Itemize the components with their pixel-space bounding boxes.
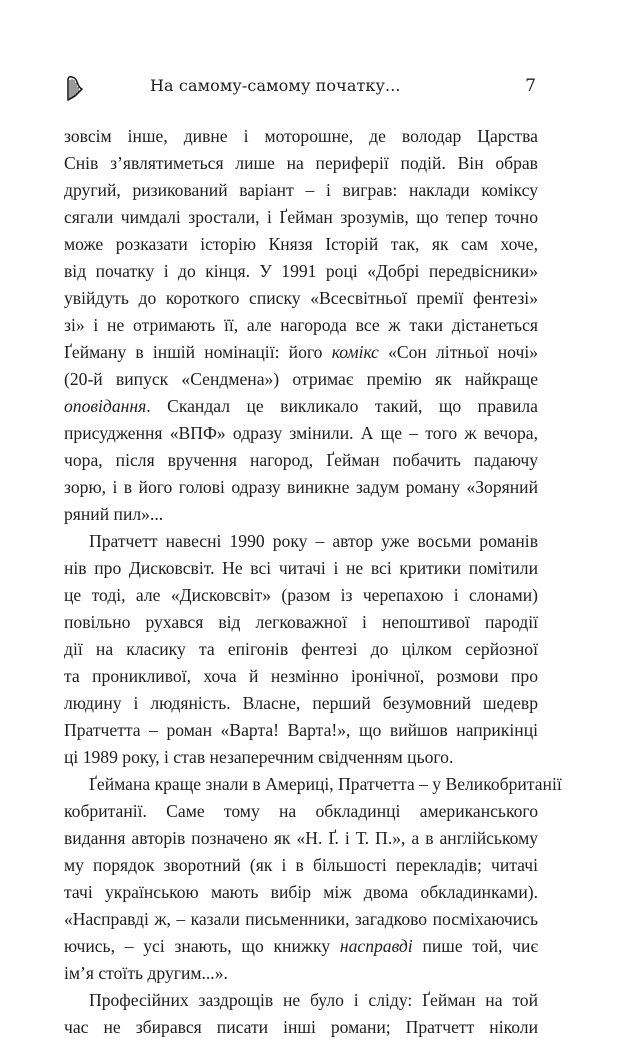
text-run: кобританії. Саме тому на обкладинці американського <box>64 801 538 821</box>
text-line <box>64 744 538 771</box>
text-run: тачі українською мають вибір між двома обкладинками). <box>64 882 538 902</box>
text-run: другий, ризикований варіант – і виграв: наклади коміксу <box>64 180 538 200</box>
text-run: ряний пил»... <box>64 504 164 524</box>
text-line <box>64 771 562 798</box>
text-line <box>64 339 538 366</box>
text-line <box>64 906 538 933</box>
text-run: чора, після вручення нагород, Ґейман побачить падаючу <box>64 450 538 470</box>
text-line <box>64 555 538 582</box>
text-line <box>64 960 538 987</box>
body-text <box>64 123 562 1041</box>
text-line <box>64 366 538 393</box>
text-run: Пратчетта – роман «Варта! Варта!», що вийшов наприкінці <box>64 720 538 740</box>
text-run: Професійних заздрощів не було і сліду: Ґейман на той <box>89 990 538 1010</box>
text-run: Ґейману в іншій номінації: його <box>64 342 332 362</box>
text-run: дії на класику та епігонів фентезі до цілком серйозної <box>64 639 538 659</box>
text-line <box>64 177 538 204</box>
text-run: ючись, – усі знають, що книжку <box>64 936 340 956</box>
text-line <box>64 1014 538 1041</box>
text-run: присудження «ВПФ» одразу змінили. А ще – того ж вечора, <box>64 423 538 443</box>
page-number: 7 <box>525 76 536 96</box>
text-line <box>64 258 538 285</box>
text-line <box>64 987 538 1014</box>
text-run: зовсім інше, дивне і моторошне, де володар Царства <box>64 126 538 146</box>
text-run: повільно рухався від легковажної і непоштивої пародії <box>64 612 538 632</box>
text-line <box>64 501 538 528</box>
text-line <box>64 582 538 609</box>
text-line <box>64 285 538 312</box>
text-line <box>64 636 538 663</box>
text-line <box>64 420 538 447</box>
text-run: видання авторів позначено як «Н. Ґ. і Т. П.», а в англійському <box>64 828 538 848</box>
text-line <box>64 474 538 501</box>
text-line <box>64 393 538 420</box>
text-run: зі» і не отримають її, але нагорода все ж таки дістанеться <box>64 315 538 335</box>
text-run: «Насправді ж, – казали письменники, загадково посміхаючись <box>64 909 538 929</box>
italic-run: оповідання <box>64 396 147 416</box>
text-line <box>64 852 538 879</box>
text-run: може розказати історію Князя Історій так, як сам хоче, <box>64 234 538 254</box>
text-run: ім’я стоїть другим...». <box>64 963 228 983</box>
text-run: людину і людяність. Власне, перший безумовний шедевр <box>64 693 538 713</box>
text-run: зорю, і в його голові одразу виникне задум роману «Зоряний <box>64 477 538 497</box>
text-run: пише той, чиє <box>412 936 538 956</box>
text-line <box>64 528 538 555</box>
text-run: Пратчетт навесні 1990 року – автор уже восьми романів <box>89 531 538 551</box>
text-line <box>64 150 538 177</box>
text-run: му порядок зворотний (як і в більшості перекладів; читачі <box>64 855 538 875</box>
text-line <box>64 663 538 690</box>
text-line <box>64 717 538 744</box>
text-line <box>64 933 538 960</box>
text-line <box>64 312 538 339</box>
text-line <box>64 609 538 636</box>
italic-run: комікс <box>331 342 379 362</box>
text-run: Снів з’являтиметься лише на периферії подій. Він обрав <box>64 153 538 173</box>
text-run: нів про Дисковсвіт. Не всі читачі і не всі критики помітили <box>64 558 538 578</box>
text-run: час не збирався писати інші романи; Пратчетт ніколи <box>64 1017 538 1037</box>
italic-run: насправді <box>339 936 413 956</box>
text-line <box>64 690 538 717</box>
text-run: Ґеймана краще знали в Америці, Пратчетта – у Великобританії <box>89 774 562 794</box>
harp-icon <box>64 74 84 102</box>
text-line <box>64 825 538 852</box>
text-line <box>64 204 538 231</box>
text-line <box>64 798 538 825</box>
text-run: увійдуть до короткого списку «Всесвітньої премії фентезі» <box>64 288 538 308</box>
text-run: . Скандал це викликало такий, що правила <box>146 396 538 416</box>
running-header <box>64 70 536 104</box>
text-run: це тоді, але «Дисковсвіт» (разом із черепахою і слонами) <box>64 585 538 605</box>
text-line <box>64 231 538 258</box>
text-run: «Сон літньої ночі» <box>378 342 539 362</box>
text-run: ці 1989 року, і став незаперечним свідченням цього. <box>64 747 454 767</box>
text-line <box>64 879 538 906</box>
text-run: від початку і до кінця. У 1991 році «Добрі передвісники» <box>64 261 538 281</box>
text-run: сягали чимдалі зростали, і Ґейман зрозумів, що тепер точно <box>64 207 538 227</box>
text-line <box>64 123 538 150</box>
running-title: На самому-самому початку... <box>150 76 401 95</box>
text-line <box>64 447 538 474</box>
text-run: (20-й випуск «Сендмена») отримає премію як найкраще <box>64 369 538 389</box>
text-run: та проникливої, хоча й незмінно іронічної, розмови про <box>64 666 538 686</box>
